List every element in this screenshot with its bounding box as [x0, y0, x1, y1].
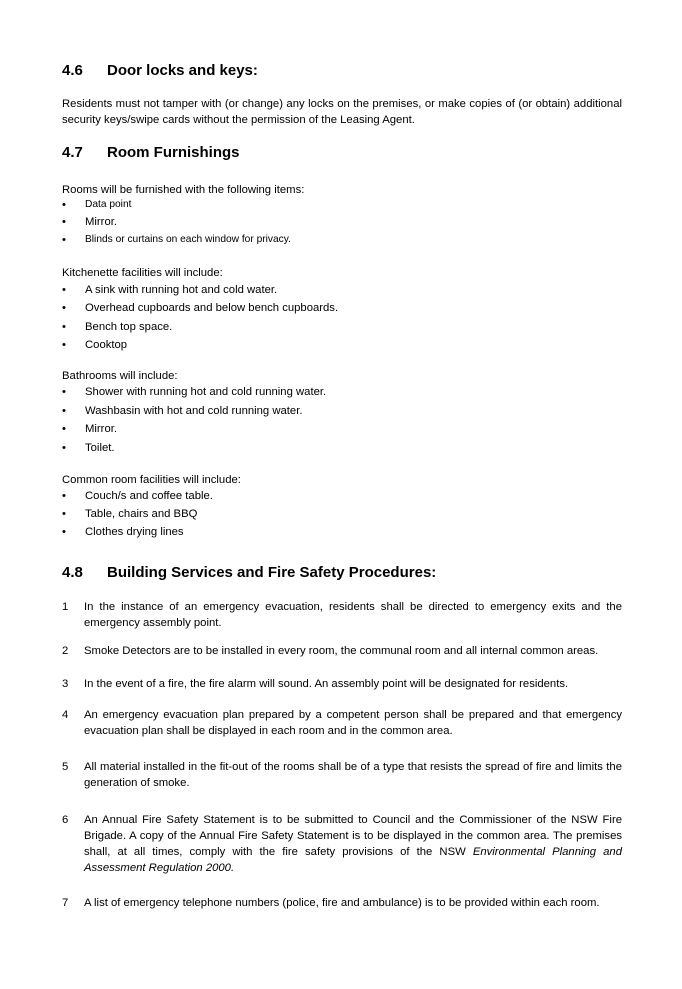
item-6-italic: Environmental Planning and Assessment Regulation 2000. — [84, 846, 622, 874]
heading-4-8-title: Building Services and Fire Safety Procedures: — [107, 564, 437, 581]
heading-4-7-number: 4.7 — [62, 144, 83, 161]
heading-4-8 — [62, 564, 562, 584]
item-6-text: An Annual Fire Safety Statement is to be submitted to Council and the Commissioner of the NSW Fire Brigade. A copy of the Annual Fire Safety Statement is to be displayed in the common area. The premises shall, at all times, comply with the fire safety provisions of the NSW — [84, 814, 622, 858]
heading-4-6-title: Door locks and keys: — [107, 62, 258, 79]
kitchen-intro: Kitchenette facilities will include: — [62, 267, 223, 279]
heading-4-7-title: Room Furnishings — [107, 144, 240, 161]
heading-4-6-number: 4.6 — [62, 62, 83, 79]
common-intro: Common room facilities will include: — [62, 474, 241, 486]
bath-intro: Bathrooms will include: — [62, 370, 178, 382]
heading-4-6 — [62, 62, 362, 82]
document-page: 4.6 Door locks and keys: Residents must not tamper with (or change) any locks on the premises, or make copies of (or obtain) additional security keys/swipe cards without the permission of the Leasing Agent. 4.7 Room Furnishings Rooms will be furnished with the following items: • Data point • Mirror. • Blinds or curtains on each window for privacy. Kitchenette facilities will include: • A sink with running hot and cold water. • Overhead cupboards and below bench cupboards. • Bench top space. • Cooktop Bathrooms will include: • Shower with running hot and cold running water. • Washbasin with hot and cold running water. • Mirror. • Toilet. Common room facilities will include: • Couch/s and coffee table. • Table, chairs and BBQ • Clothes drying lines 4.8 Building Services and Fire Safety Procedures: 1 In the instance of an emergency evacuation, residents shall be directed to emergency exits and the emergency assembly point. 2 Smoke Detectors are to be installed in every room, the communal room and all internal common areas. 3 In the event of a fire, the fire alarm will sound. An assembly point will be designated for residents. 4 An emergency evacuation plan prepared by a competent person shall be prepared and that emergency evacuation plan shall be displayed in each room and in the common area. 5 All material installed in the fit-out of the rooms shall be of a type that resists the spread of fire and limits the generation of smoke. 6 An Annual Fire Safety Statement is to be submitted to Council and the Commissioner of the NSW Fire Brigade. A copy of the Annual Fire Safety Statement is to be displayed in the common area. The premises shall, at all times, comply with the fire safety provisions of the NSW Environmental Planning and Assessment Regulation 2000. 7 A list of emergency telephone numbers (police, fire and ambulance) is to be provided within each room. — [62, 62, 622, 909]
heading-4-7 — [62, 144, 362, 164]
paragraph-door-locks: Residents must not tamper with (or change) any locks on the premises, or make copies of (or obtain) additional security keys/swipe cards without the permission of the Leasing Agent. — [62, 98, 622, 126]
rooms-intro: Rooms will be furnished with the following items: — [62, 184, 305, 196]
heading-4-8-number: 4.8 — [62, 564, 83, 581]
